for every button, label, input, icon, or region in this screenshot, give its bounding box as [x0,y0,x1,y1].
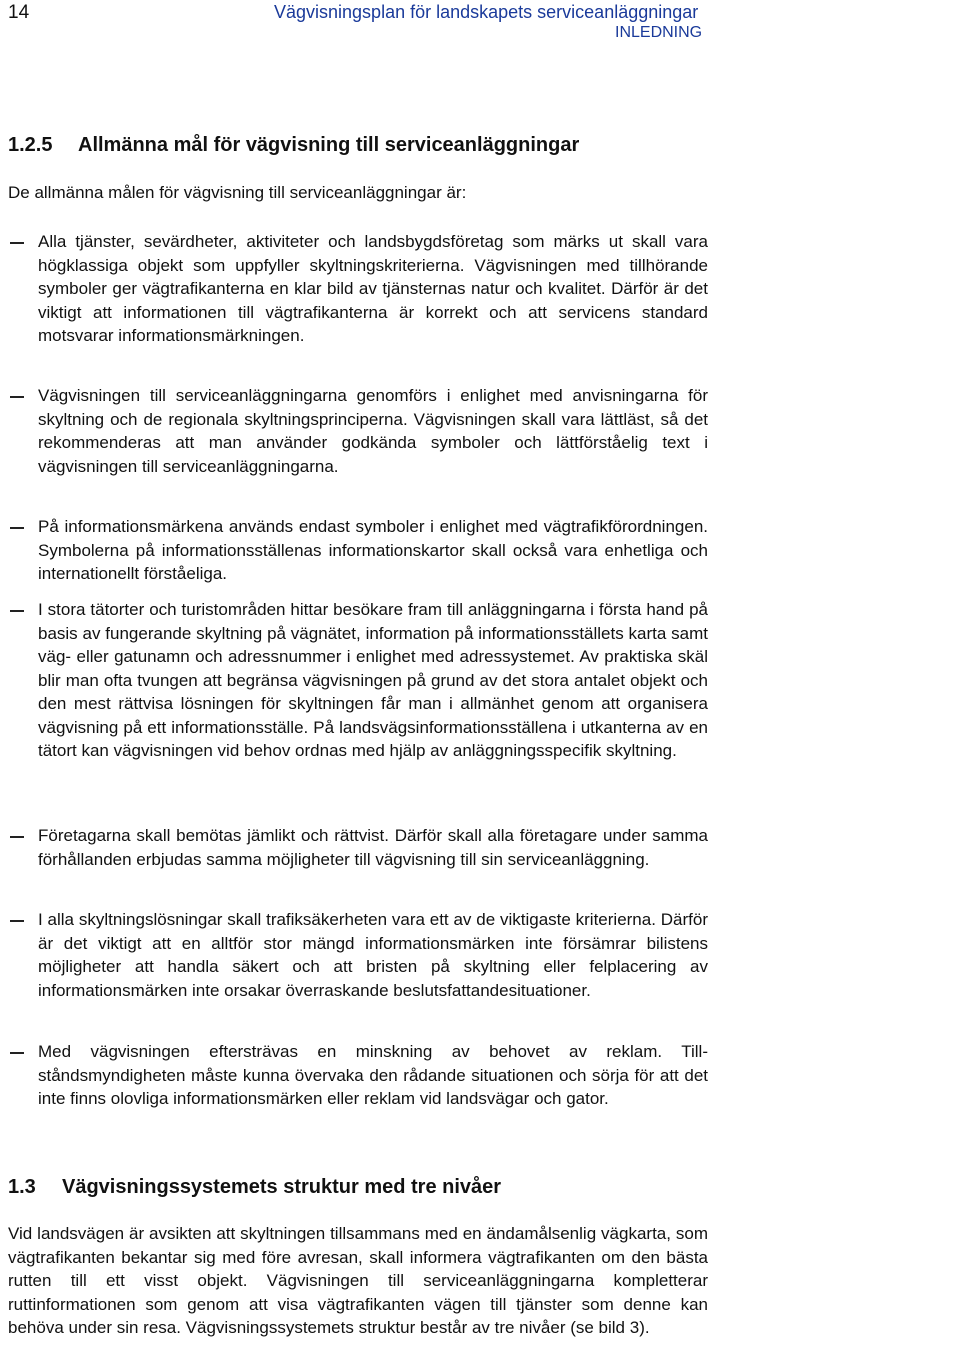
intro-paragraph: De allmänna målen för vägvisning till serviceanläggningar är: [8,183,467,202]
list-item [8,230,708,348]
section-number: 1.2.5 [8,134,53,156]
list-item-text: Alla tjänster, sevärdheter, aktiviteter och landsbygdsföretag som märks ut skall vara högklassiga objekt som uppfyller skyltningskriterierna. Vägvisningen med tillhörande symboler ger vägtrafikanterna en klar bild av tjänsternas natur och kvalitet. Därför är det viktigt att informationen till vägtrafikanterna är korrekt och att servicens standard motsvarar informationsmärkningen. [38,232,708,345]
section-title: Vägvisningssystemets struktur med tre nivåer [62,1176,502,1198]
list-item-text: I alla skyltningslösningar skall trafiksäkerheten vara ett av de viktigaste kriterierna. Därför är det viktigt att en alltför stor mängd informationsmärken inte försämrar bilistens möjligheter att handla säkert och att bristen på skyltning eller felplacering av informationsmärken inte orsakar överraskande beslutsfattandesituationer. [38,910,708,1000]
list-item-text: På informationsmärkena används endast symboler i enlighet med vägtrafikförordningen. Symbolerna på informationsställenas informationskartor skall också vara enhetliga och internationellt förståeliga. [38,517,708,583]
section-heading-1-2-5 [8,134,579,157]
list-item-text: Företagarna skall bemötas jämlikt och rättvist. Därför skall alla företagare under samma förhållanden erbjudas samma möjligheter till vägvisning till sin serviceanläggning. [38,826,708,869]
list-item [8,908,708,1002]
page-number: 14 [8,2,30,23]
list-item [8,598,708,763]
list-item [8,1040,708,1111]
running-header-section: INLEDNING [615,24,703,41]
list-item [8,824,708,871]
section-title: Allmänna mål för vägvisning till serviceanläggningar [78,134,580,156]
list-item-text: Vägvisningen till serviceanläggningarna genomförs i enlighet med anvisningarna för skyltning och de regionala skyltningsprinciperna. Vägvisningen skall vara lättläst, så det rekommenderas att man använder godkända symboler och lättförståelig text i vägvisningen till serviceanläggningarna. [38,386,708,476]
section-number: 1.3 [8,1176,36,1198]
section-heading-1-3 [8,1176,501,1199]
body-paragraph: Vid landsvägen är avsikten att skyltningen tillsammans med en ändamålsenlig vägkarta, som vägtrafikanten bekantar sig med före avresan, skall informera vägtrafikanten om den bästa rutten till ett visst objekt. Vägvisningen till serviceanläggningarna kompletterar ruttinformationen som genom att visa vägtrafikanten vägen till tjänster som denne kan behöva under sin resa. Vägvisningssystemets struktur består av tre nivåer (se bild 3). [8,1224,708,1337]
list-item [8,384,708,478]
list-item-text: I stora tätorter och turistområden hittar besökare fram till anläggningarna i första hand på basis av fungerande skyltning på vägnätet, information på informationsställets karta samt väg- eller gatunamn och adressnummer i enlighet med adressystemet. Av praktiska skäl blir man ofta tvungen att begränsa vägvisningen på grund av det stora antalet objekt och den mest rättvisa lösningen för skyltningen får man i allmänhet genom att organisera vägvisning på ett informationsställe. På landsvägsinformationsställena i utkanterna av en tätort kan vägvisningen vid behov ordnas med hjälp av anläggningsspecifik skyltning. [38,600,708,760]
list-item-text: Med vägvisningen eftersträvas en minskning av behovet av reklam. Tillståndsmyndigheten måste kunna övervaka den rådande situationen och sörja för att det inte finns olovliga informationsmärken eller reklam vid landsvägar och gator. [38,1042,708,1108]
list-item [8,515,708,586]
running-header-title: Vägvisningsplan för landskapets serviceanläggningar [274,2,699,22]
